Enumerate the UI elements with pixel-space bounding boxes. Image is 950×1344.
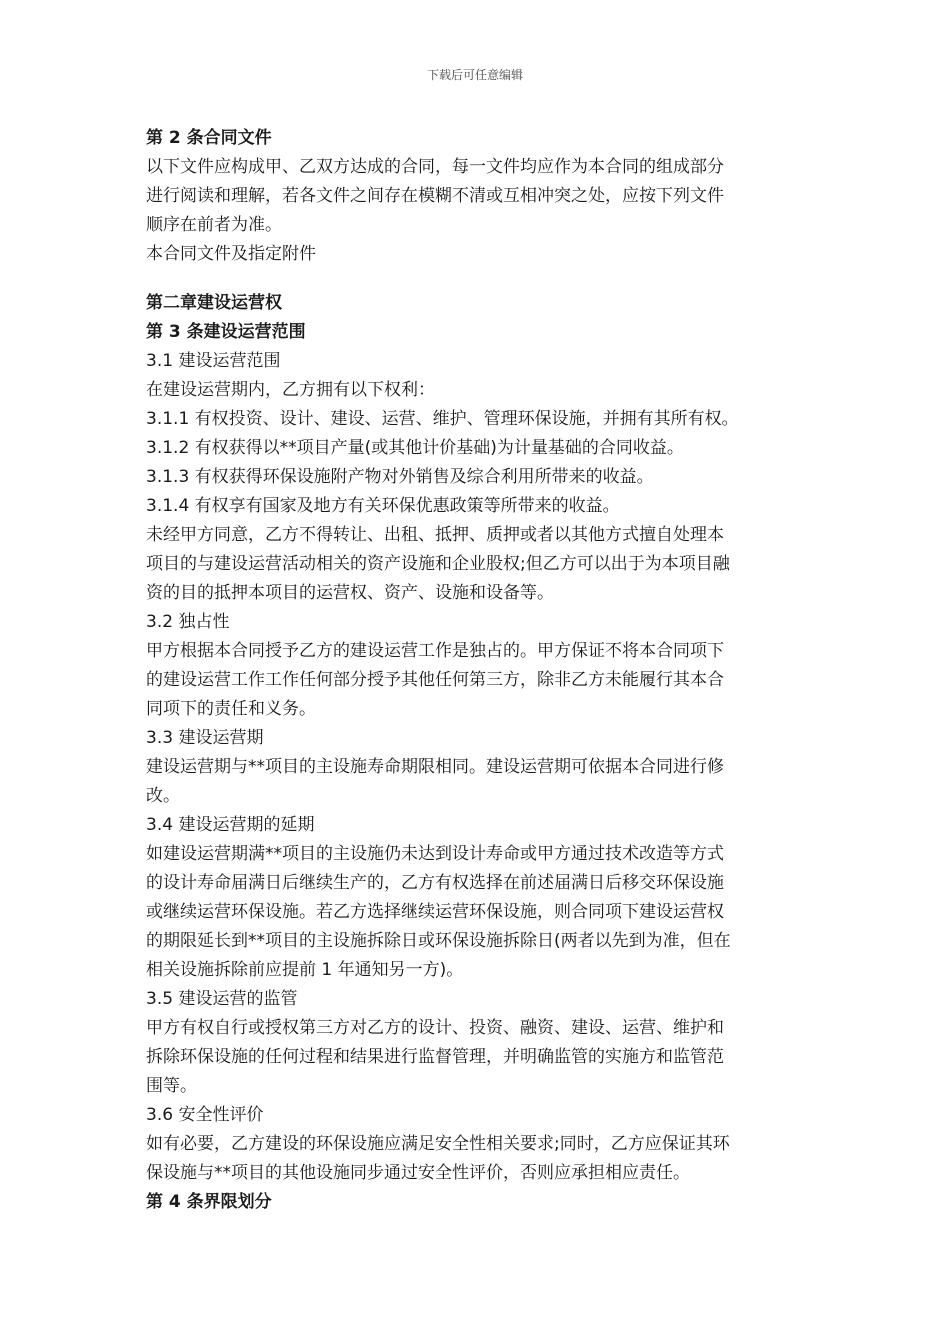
text-line: 顺序在前者为准。 bbox=[146, 215, 282, 235]
text-line: 3.5 建设运营的监管 bbox=[146, 989, 298, 1009]
text-line: 3.1.2 有权获得以**项目产量(或其他计价基础)为计量基础的合同收益。 bbox=[146, 438, 684, 458]
text-line: 的建设运营工作工作任何部分授予其他任何第三方，除非乙方未能履行其本合 bbox=[146, 670, 724, 690]
section-heading: 第 4 条界限划分 bbox=[146, 1192, 272, 1212]
text-line: 围等。 bbox=[146, 1076, 197, 1096]
text-line: 3.6 安全性评价 bbox=[146, 1105, 264, 1125]
text-line: 在建设运营期内，乙方拥有以下权利： bbox=[146, 380, 435, 400]
text-line: 或继续运营环保设施。若乙方选择继续运营环保设施，则合同项下建设运营权 bbox=[146, 902, 724, 922]
section-heading: 第 2 条合同文件 bbox=[146, 128, 272, 148]
text-line: 3.1.1 有权投资、设计、建设、运营、维护、管理环保设施，并拥有其所有权。 bbox=[146, 409, 739, 429]
text-line: 的期限延长到**项目的主设施拆除日或环保设施拆除日(两者以先到为准，但在 bbox=[146, 931, 731, 951]
text-line: 项目的与建设运营活动相关的资产设施和企业股权;但乙方可以出于为本项目融 bbox=[146, 554, 730, 574]
text-line: 拆除环保设施的任何过程和结果进行监督管理，并明确监管的实施方和监管范 bbox=[146, 1047, 724, 1067]
text-line: 保设施与**项目的其他设施同步通过安全性评价，否则应承担相应责任。 bbox=[146, 1163, 690, 1183]
text-line: 甲方有权自行或授权第三方对乙方的设计、投资、融资、建设、运营、维护和 bbox=[146, 1018, 724, 1038]
text-line: 3.1.4 有权享有国家及地方有关环保优惠政策等所带来的收益。 bbox=[146, 496, 620, 516]
text-line: 未经甲方同意，乙方不得转让、出租、抵押、质押或者以其他方式擅自处理本 bbox=[146, 525, 724, 545]
text-line: 3.1.3 有权获得环保设施附产物对外销售及综合利用所带来的收益。 bbox=[146, 467, 654, 487]
text-line: 相关设施拆除前应提前 1 年通知另一方)。 bbox=[146, 960, 464, 980]
text-line: 以下文件应构成甲、乙双方达成的合同，每一文件均应作为本合同的组成部分 bbox=[146, 157, 724, 177]
document-body bbox=[146, 124, 811, 1217]
text-line: 3.2 独占性 bbox=[146, 612, 230, 632]
paragraph-gap bbox=[146, 269, 811, 289]
section-heading: 第二章建设运营权 bbox=[146, 293, 282, 313]
text-line: 3.3 建设运营期 bbox=[146, 728, 264, 748]
section-heading: 第 3 条建设运营范围 bbox=[146, 322, 306, 342]
text-line: 3.4 建设运营期的延期 bbox=[146, 815, 315, 835]
header-note: 下载后可任意编辑 bbox=[426, 68, 523, 82]
text-line: 的设计寿命届满日后继续生产的，乙方有权选择在前述届满日后移交环保设施 bbox=[146, 873, 724, 893]
text-line: 同项下的责任和义务。 bbox=[146, 699, 316, 719]
text-line: 3.1 建设运营范围 bbox=[146, 351, 281, 371]
text-line: 甲方根据本合同授予乙方的建设运营工作是独占的。甲方保证不将本合同项下 bbox=[146, 641, 724, 661]
text-line: 如有必要，乙方建设的环保设施应满足安全性相关要求;同时，乙方应保证其环 bbox=[146, 1134, 730, 1154]
text-line: 资的目的抵押本项目的运营权、资产、设施和设备等。 bbox=[146, 583, 554, 603]
text-line: 进行阅读和理解，若各文件之间存在模糊不清或互相冲突之处，应按下列文件 bbox=[146, 186, 724, 206]
text-line: 建设运营期与**项目的主设施寿命期限相同。建设运营期可依据本合同进行修 bbox=[146, 757, 724, 777]
text-line: 本合同文件及指定附件 bbox=[146, 244, 316, 264]
text-line: 改。 bbox=[146, 786, 180, 806]
text-line: 如建设运营期满**项目的主设施仍未达到设计寿命或甲方通过技术改造等方式 bbox=[146, 844, 724, 864]
